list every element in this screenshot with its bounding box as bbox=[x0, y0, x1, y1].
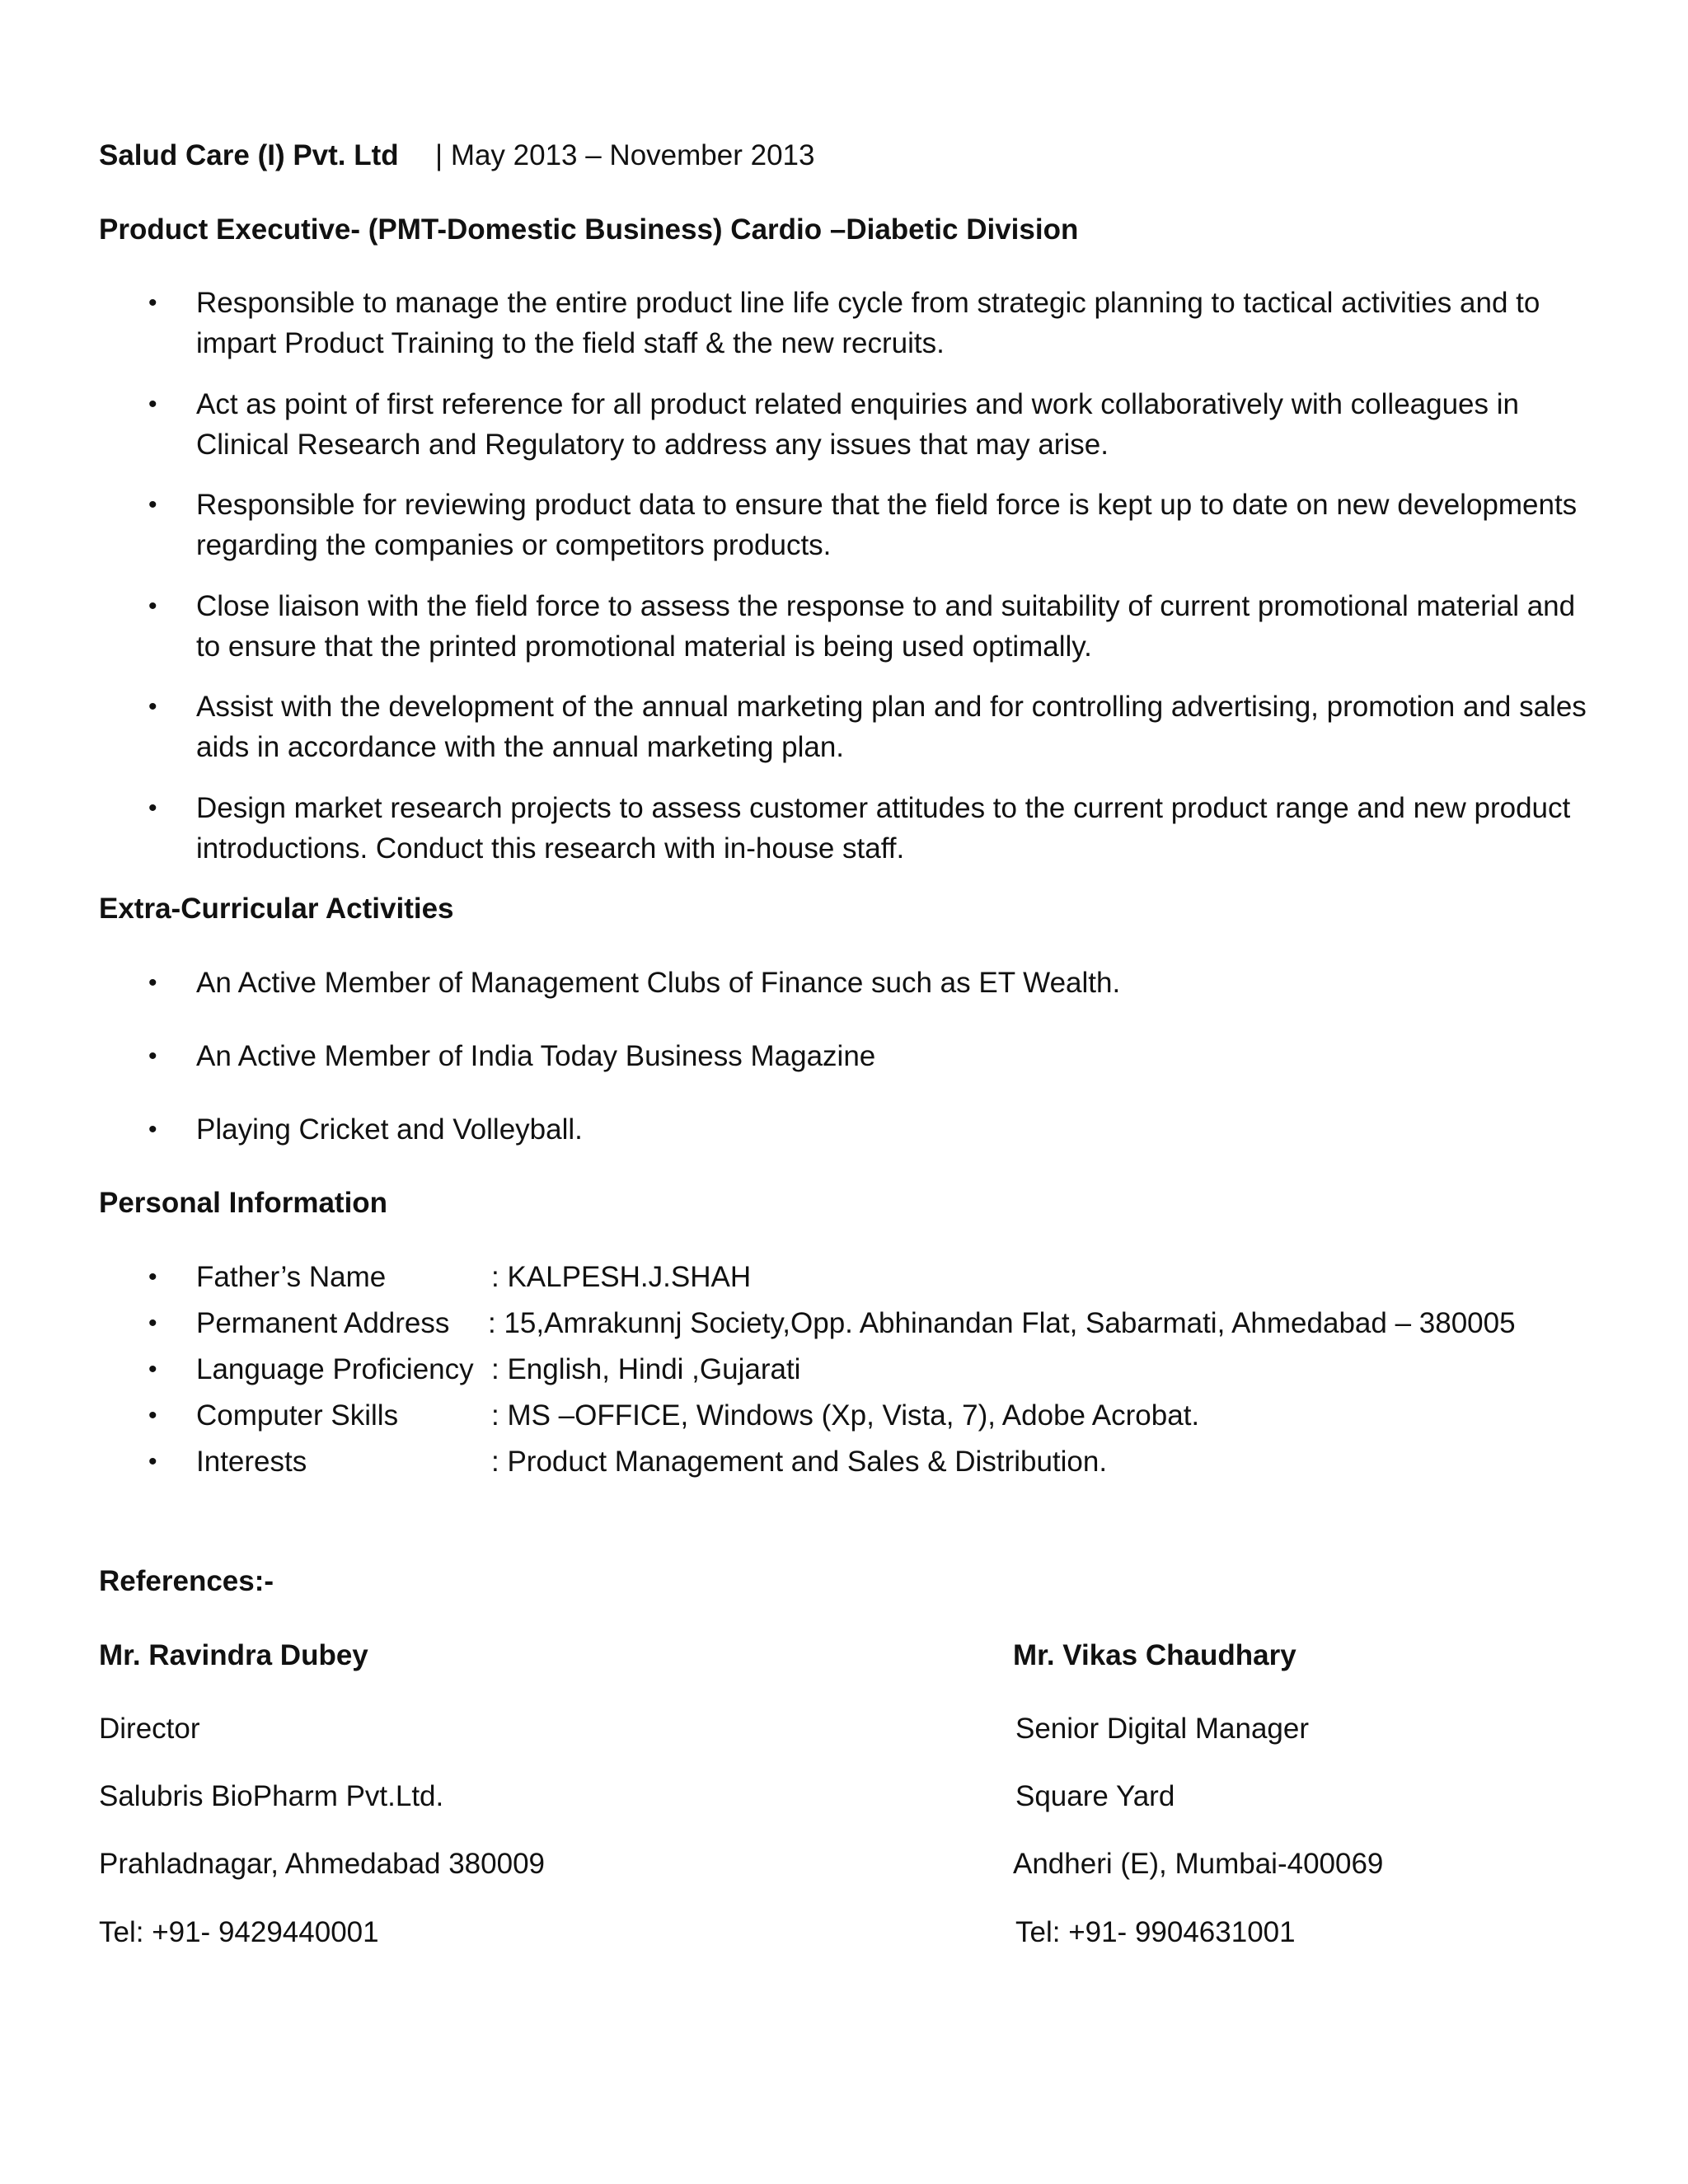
bullet-icon: • bbox=[148, 1043, 157, 1070]
job-title: Product Executive- (PMT-Domestic Business) Cardio –Diabetic Division bbox=[99, 213, 1079, 246]
list-item: Design market research projects to assess customer attitudes to the current product range and new product introductions. Conduct this research with in-house staff. bbox=[196, 792, 1571, 865]
reference-role: Director bbox=[99, 1713, 200, 1745]
list-item: Act as point of first reference for all product related enquiries and work collaboratively with colleagues in Clinical Research and Regulatory to address any issues that may arise. bbox=[196, 388, 1519, 461]
company-name: Salud Care (I) Pvt. Ltd bbox=[99, 139, 399, 171]
bullet-icon: • bbox=[148, 794, 157, 822]
list-item: Playing Cricket and Volleyball. bbox=[196, 1113, 583, 1146]
reference-tel: Tel: +91- 9429440001 bbox=[99, 1916, 379, 1948]
bullet-icon: • bbox=[148, 391, 157, 418]
bullet-icon: • bbox=[148, 289, 157, 316]
language-proficiency-label: Language Proficiency bbox=[196, 1353, 474, 1385]
computer-skills-value: : MS –OFFICE, Windows (Xp, Vista, 7), Adobe Acrobat. bbox=[491, 1399, 1200, 1432]
bullet-icon: • bbox=[148, 1448, 157, 1475]
reference-address: Prahladnagar, Ahmedabad 380009 bbox=[99, 1848, 546, 1880]
interests-value: : Product Management and Sales & Distribution. bbox=[491, 1446, 1108, 1478]
reference-tel: Tel: +91- 9904631001 bbox=[1015, 1916, 1296, 1948]
bullet-icon: • bbox=[148, 491, 157, 518]
list-item: Responsible to manage the entire product line life cycle from strategic planning to tactical activities and to impart Product Training to the field staff & the new recruits. bbox=[196, 287, 1540, 359]
fathers-name-value: : KALPESH.J.SHAH bbox=[491, 1261, 752, 1293]
reference-name: Mr. Ravindra Dubey bbox=[99, 1639, 368, 1671]
bullet-icon: • bbox=[148, 1356, 157, 1383]
interests-label: Interests bbox=[196, 1446, 307, 1478]
computer-skills-label: Computer Skills bbox=[196, 1399, 399, 1432]
bullet-icon: • bbox=[148, 969, 157, 996]
bullet-icon: • bbox=[148, 1402, 157, 1429]
list-item: An Active Member of India Today Business Magazine bbox=[196, 1040, 876, 1072]
fathers-name-label: Father’s Name bbox=[196, 1261, 387, 1293]
bullet-icon: • bbox=[148, 1263, 157, 1291]
reference-company: Salubris BioPharm Pvt.Ltd. bbox=[99, 1780, 444, 1812]
reference-role: Senior Digital Manager bbox=[1015, 1713, 1310, 1745]
reference-company: Square Yard bbox=[1015, 1780, 1175, 1812]
language-proficiency-value: : English, Hindi ,Gujarati bbox=[491, 1353, 801, 1385]
bullet-icon: • bbox=[148, 1116, 157, 1143]
references-heading: References:- bbox=[99, 1565, 274, 1597]
permanent-address-label: Permanent Address bbox=[196, 1307, 450, 1339]
reference-address: Andheri (E), Mumbai-400069 bbox=[1013, 1848, 1384, 1880]
bullet-icon: • bbox=[148, 693, 157, 720]
permanent-address-value: : 15,Amrakunnj Society,Opp. Abhinandan Flat, Sabarmati, Ahmedabad – 380005 bbox=[488, 1307, 1516, 1339]
bullet-icon: • bbox=[148, 1310, 157, 1337]
list-item: An Active Member of Management Clubs of Finance such as ET Wealth. bbox=[196, 967, 1121, 999]
list-item: Close liaison with the field force to assess the response to and suitability of current promotional material and to ensure that the printed promotional material is being used optimally. bbox=[196, 590, 1576, 663]
extra-curricular-heading: Extra-Curricular Activities bbox=[99, 893, 454, 925]
bullet-icon: • bbox=[148, 593, 157, 620]
employment-period: | May 2013 – November 2013 bbox=[435, 139, 815, 171]
list-item: Responsible for reviewing product data to ensure that the field force is kept up to date on new developments regarding the companies or competitors products. bbox=[196, 489, 1578, 561]
reference-name: Mr. Vikas Chaudhary bbox=[1013, 1639, 1296, 1671]
list-item: Assist with the development of the annual marketing plan and for controlling advertising, promotion and sales aids in accordance with the annual marketing plan. bbox=[196, 691, 1587, 763]
personal-info-heading: Personal Information bbox=[99, 1187, 388, 1219]
